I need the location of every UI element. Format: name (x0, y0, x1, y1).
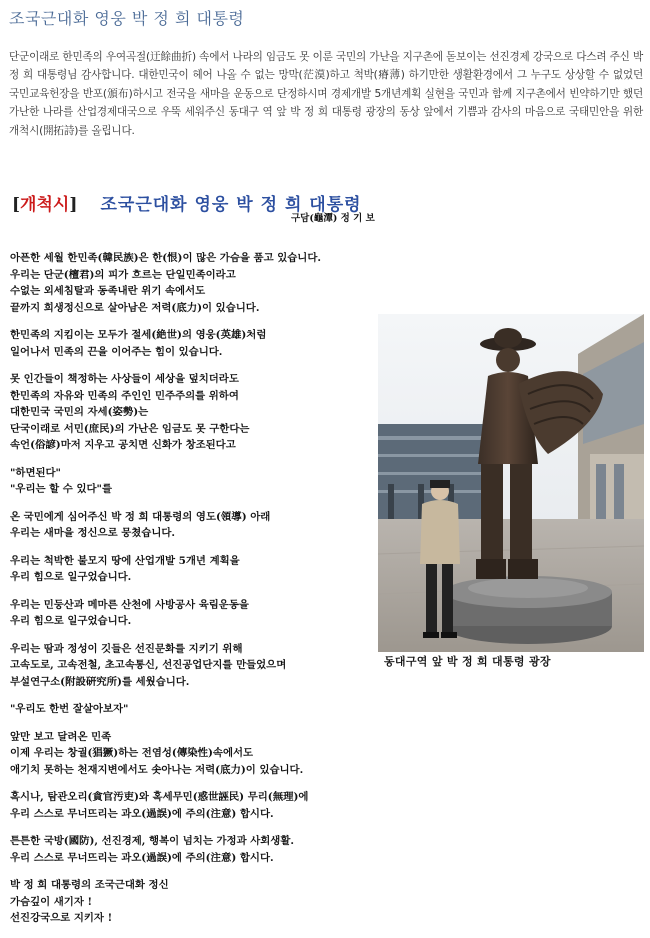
poem-line: 우리는 민둥산과 메마른 산천에 사방공사 육림운동을 (10, 598, 249, 611)
statue-photo-image (378, 314, 644, 652)
poem-stanza (10, 250, 430, 316)
poem-line: 우리는 땀과 정성이 깃들은 선진문화를 지키기 위해 (10, 642, 243, 655)
poem-body (10, 250, 430, 938)
poem-line: "하면된다" (10, 466, 61, 479)
poem-stanza (10, 597, 430, 630)
poem-line: 우리는 척박한 불모지 땅에 산업개발 5개년 계획을 (10, 554, 240, 567)
poem-line: 이제 우리는 창궐(猖獗)하는 전염성(傳染性)속에서도 (10, 747, 254, 759)
poem-line: 혹시나, 탐관오리(貪官汚吏)와 혹세무민(惑世誣民) 무리(無理)에 (10, 791, 309, 803)
photo-caption: 동대구역 앞 박 정 희 대통령 광장 (384, 655, 551, 668)
poem-author: 구담(龜潭) 정 기 보 (291, 213, 375, 224)
poem-line: 가슴깊이 새기자 ! (10, 895, 93, 908)
poem-line: 우리 스스로 무너뜨리는 과오(過誤)에 주의(注意) 합시다. (10, 807, 274, 820)
poem-line: 속언(俗諺)마저 지우고 공치면 신화가 창조된다고 (10, 439, 236, 451)
poem-line: 한민족의 자유와 민족의 주인인 민주주의를 위하여 (10, 389, 239, 402)
poem-line: 부설연구소(附設硏究所)를 세웠습니다. (10, 675, 190, 688)
poem-line: 튼튼한 국방(國防), 선진경제, 행복이 넘치는 가정과 사회생활. (10, 835, 294, 847)
poem-stanza (10, 327, 430, 360)
poem-line: 고속도로, 고속전철, 초고속통신, 선진공업단지를 만들었으며 (10, 659, 287, 671)
poem-stanza (10, 729, 430, 779)
poem-line: 아픈한 세월 한민족(韓民族)은 한(恨)이 많은 가슴을 품고 있습니다. (10, 252, 321, 264)
poem-line: 우리 스스로 무너뜨리는 과오(過誤)에 주의(注意) 합시다. (10, 851, 274, 864)
poem-line: 대한민국 국민의 자세(姿勢)는 (10, 406, 149, 418)
poem-line: 우리는 새마을 정신으로 뭉쳤습니다. (10, 527, 176, 539)
poem-line: 한민족의 지킴이는 모두가 절세(絶世)의 영웅(英雄)처럼 (10, 329, 267, 341)
poem-tag: 개척시 (20, 195, 70, 215)
poem-line: 앞만 보고 달려온 민족 (10, 730, 112, 743)
poem-line: 선진강국으로 지키자 ! (10, 912, 113, 924)
poem-line: 애기치 못하는 천재지변에서도 솟아나는 저력(底力)이 있습니다. (10, 763, 304, 776)
poem-stanza (10, 877, 430, 927)
poem-line: 끝까지 희생정신으로 살아남은 저력(底力)이 있습니다. (10, 301, 260, 314)
poem-line: "우리도 한번 잘살아보자" (10, 703, 129, 715)
bracket-open: [ (12, 195, 21, 215)
poem-line: "우리는 할 수 있다"를 (10, 483, 112, 495)
poem-line: 못 인간들이 책정하는 사상들이 세상을 덮치더라도 (10, 373, 239, 385)
poem-line: 우리는 단군(檀君)의 피가 흐르는 단일민족이라고 (10, 268, 236, 281)
poem-line: 우리 힘으로 일구었습니다. (10, 615, 132, 627)
poem-stanza (10, 641, 430, 691)
poem-stanza (10, 465, 430, 498)
page-title: 조국근대화 영웅 박 정 희 대통령 (9, 9, 245, 28)
poem-stanza (10, 371, 430, 454)
poem-line: 박 정 희 대통령의 조국근대화 정신 (10, 879, 169, 891)
poem-stanza (10, 553, 430, 586)
poem-line: 수없는 외세침탈과 동족내란 위기 속에서도 (10, 285, 206, 297)
poem-stanza (10, 833, 430, 866)
intro-paragraph: 단군이래로 한민족의 우여곡절(迂餘曲折) 속에서 나라의 임금도 못 이룬 국민의 가난을 지구촌에 돋보이는 선진경제 강국으로 다스려 주신 박 정 희 대통령님 감사합니다. 대한민국이 헤어 나올 수 없는 망막(茫漠)하고 척박(瘠薄) 하기만한 생활환경에서 그 누구도 상상할 수 없었던 국민교육헌장을 반포(頒布)하시고 전국을 새마을 운동으로 단정하시며 경제개발 5개년계획 실현을 국민과 함께 지구촌에서 빈약하기만 했던 가난한 나라를 산업경제대국으로 우뚝 세워주신 동대구 역 앞 박 정 희 대통령 광장의 동상 앞에서 기쁨과 감사의 마음으로 국태민안을 위한 개척시(開拓詩)를 올립니다. (9, 51, 643, 137)
poem-line: 단국이래로 서민(庶民)의 가난은 임금도 못 구한다는 (10, 422, 250, 435)
poem-stanza (10, 701, 430, 718)
poem-line: 일어나서 민족의 끈을 이어주는 힘이 있습니다. (10, 345, 223, 358)
poem-line: 우리 힘으로 일구었습니다. (10, 571, 132, 583)
poem-stanza (10, 789, 430, 822)
bracket-close: ] (69, 195, 78, 215)
poem-line: 온 국민에게 심어주신 박 정 희 대통령의 영도(領導) 아래 (10, 510, 271, 523)
poem-stanza (10, 509, 430, 542)
poem-title: 조국근대화 영웅 박 정 희 대통령 (100, 195, 362, 215)
statue-photo (378, 314, 644, 652)
